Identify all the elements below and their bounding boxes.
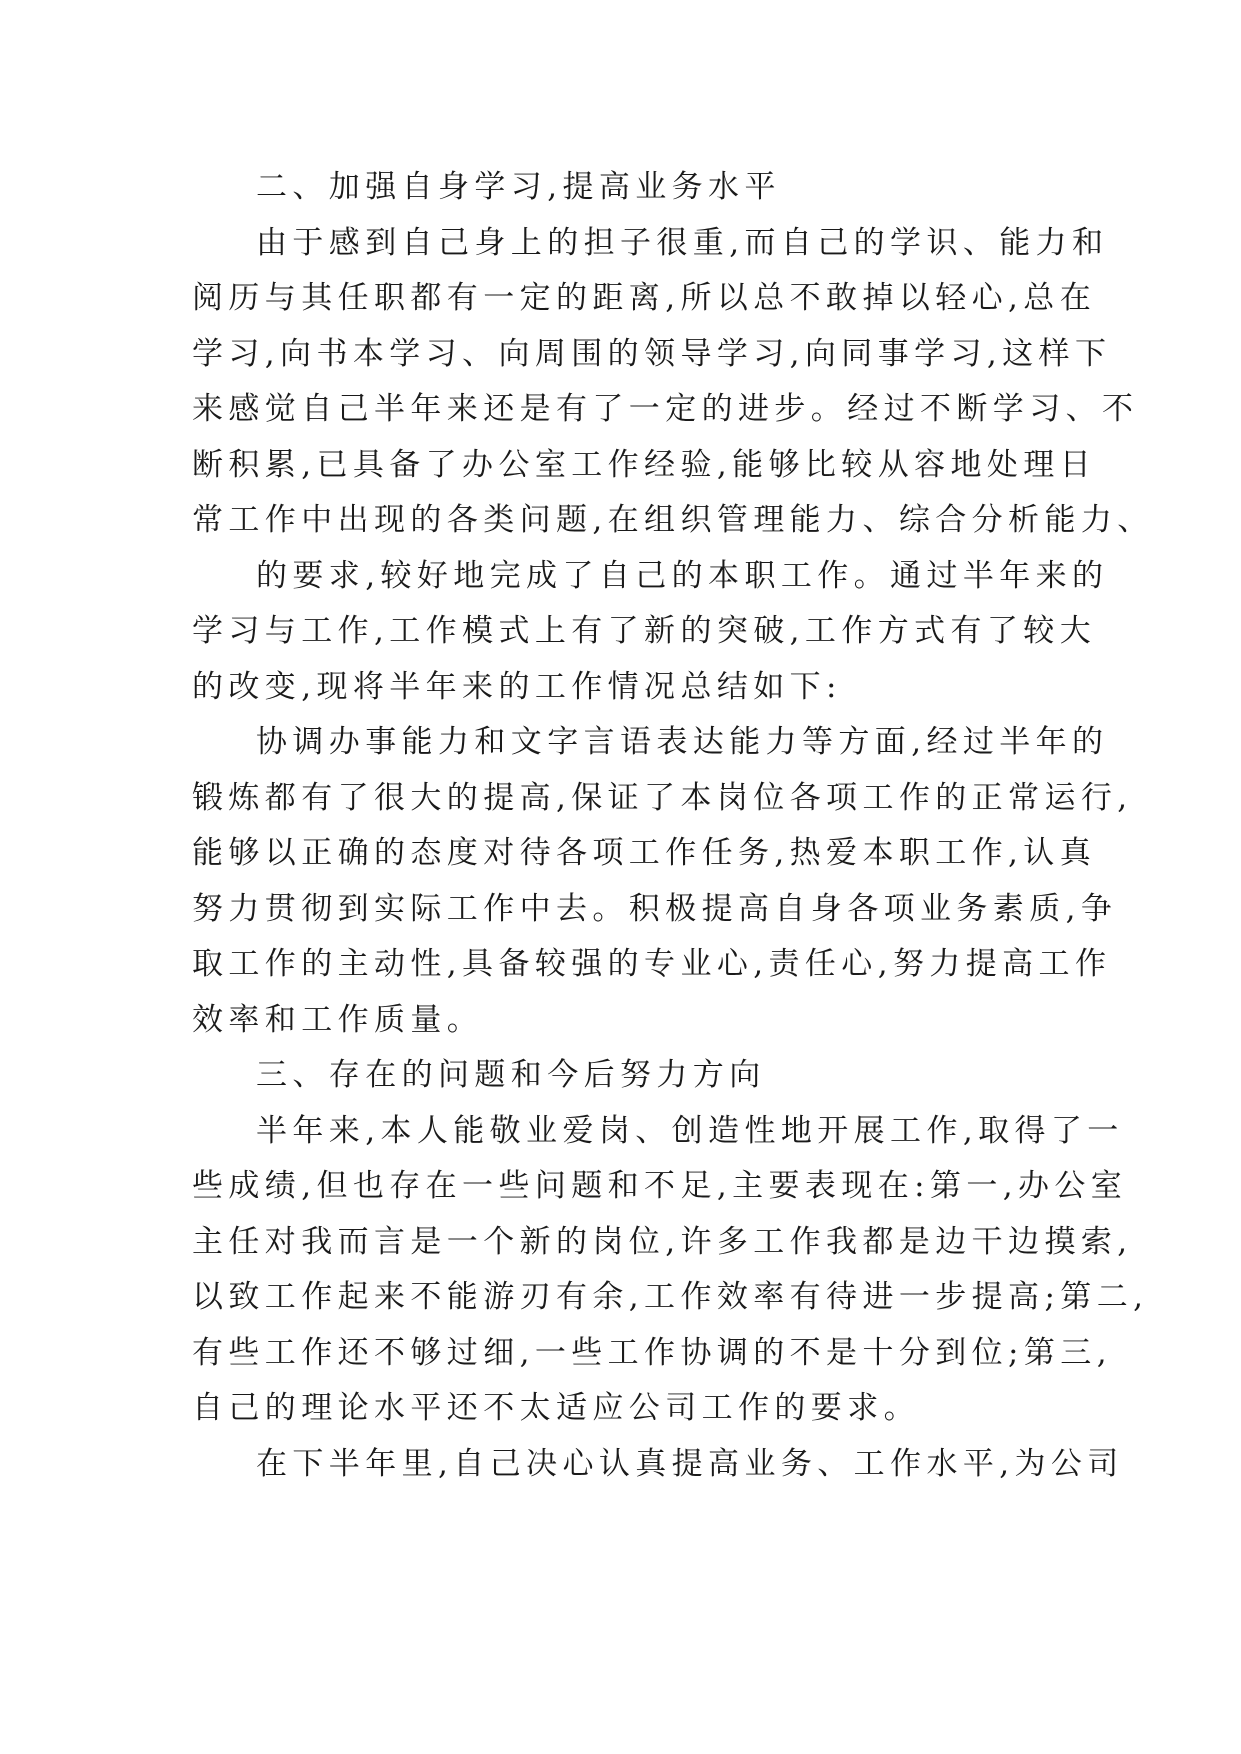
paragraph-line: 阅历与其任职都有一定的距离,所以总不敢掉以轻心,总在 [192,280,1097,316]
paragraph-line: 能够以正确的态度对待各项工作任务,热爱本职工作,认真 [192,835,1097,871]
paragraph-line: 些成绩,但也存在一些问题和不足,主要表现在:第一,办公室 [192,1168,1128,1204]
paragraph-first-line: 二、加强自身学习,提高业务水平 [256,169,781,205]
paragraph-line: 自己的理论水平还不太适应公司工作的要求。 [192,1390,920,1426]
paragraph-line: 来感觉自己半年来还是有了一定的进步。经过不断学习、不 [192,391,1139,427]
paragraph-line: 主任对我而言是一个新的岗位,许多工作我都是边干边摸索, [192,1223,1133,1260]
paragraph-first-line: 在下半年里,自己决心认真提高业务、工作水平,为公司 [256,1445,1124,1482]
paragraph-line: 学习,向书本学习、向周围的领导学习,向同事学习,这样下 [192,335,1112,372]
paragraph-first-line: 的要求,较好地完成了自己的本职工作。通过半年来的 [256,557,1109,594]
paragraph-line: 效率和工作质量。 [192,1001,484,1038]
paragraph-line: 学习与工作,工作模式上有了新的突破,工作方式有了较大 [192,613,1097,649]
paragraph-first-line: 协调办事能力和文字言语表达能力等方面,经过半年的 [256,724,1109,760]
paragraph-first-line: 由于感到自己身上的担子很重,而自己的学识、能力和 [256,224,1109,261]
paragraph-line: 断积累,已具备了办公室工作经验,能够比较从容地处理日 [192,446,1097,483]
paragraph-line: 常工作中出现的各类问题,在组织管理能力、综合分析能力、 [192,502,1154,538]
document-body [192,160,1154,1492]
paragraph-first-line: 三、存在的问题和今后努力方向 [256,1057,766,1093]
paragraph-line: 取工作的主动性,具备较强的专业心,责任心,努力提高工作 [192,946,1112,982]
paragraph-line: 锻炼都有了很大的提高,保证了本岗位各项工作的正常运行, [192,779,1133,816]
paragraph-line: 有些工作还不够过细,一些工作协调的不是十分到位;第三, [192,1334,1112,1371]
paragraph-line: 以致工作起来不能游刃有余,工作效率有待进一步提高;第二, [192,1279,1149,1315]
paragraph-first-line: 半年来,本人能敬业爱岗、创造性地开展工作,取得了一 [256,1112,1124,1149]
paragraph-line: 努力贯彻到实际工作中去。积极提高自身各项业务素质,争 [192,890,1118,927]
paragraph-line: 的改变,现将半年来的工作情况总结如下: [192,668,842,705]
